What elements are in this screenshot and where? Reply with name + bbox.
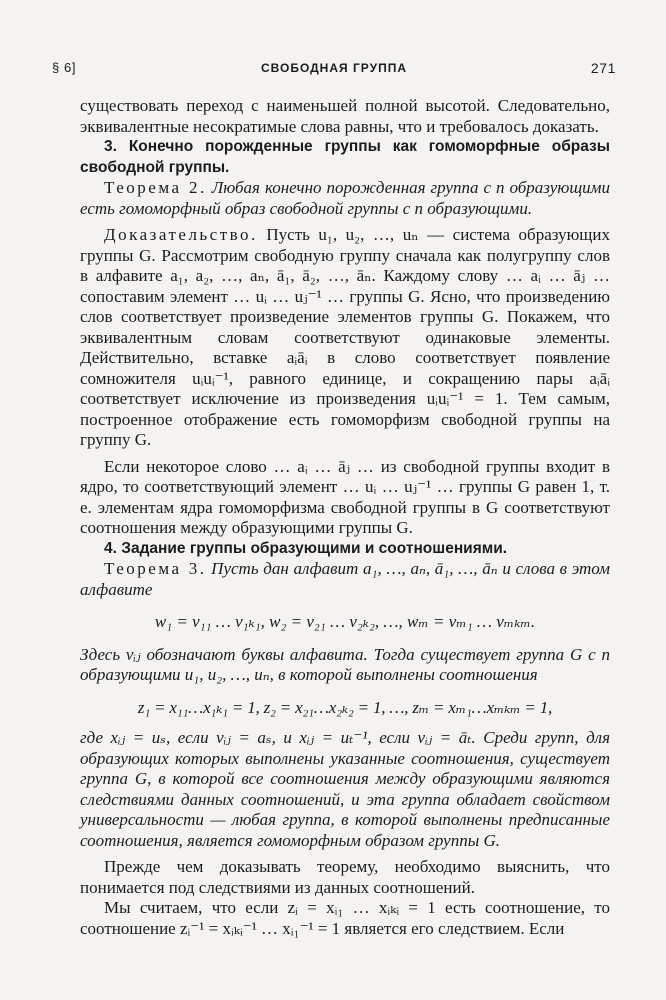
theorem-2-statement: Любая конечно порожденная группа с n образующими есть гомоморфный образ свободной группы с n образующими. <box>80 178 611 218</box>
theorem-3-statement: Пусть дан алфавит a₁, …, aₙ, ā₁, …, āₙ и слова в этом алфавите <box>80 559 610 599</box>
page-body <box>80 96 610 939</box>
running-header <box>52 58 616 80</box>
proof <box>80 225 610 451</box>
section-heading-3: 3. Конечно порожденные группы как гомоморфные образы свободной группы. <box>80 138 610 176</box>
proof-label: Доказательство. <box>104 225 258 244</box>
formula-relations: z₁ = x₁₁…x₁ₖ₁ = 1, z₂ = x₂₁…x₂ₖ₂ = 1, …, zₘ = xₘ₁…xₘₖₘ = 1, <box>137 697 553 717</box>
theorem-3 <box>80 559 610 600</box>
theorem-3-label: Теорема 3. <box>104 559 207 578</box>
paragraph-continuation: существовать переход с наименьшей полной высотой. Следовательно, эквивалентные несократимые слова равны, что и требовалось доказать. <box>80 96 610 136</box>
paragraph-kernel: Если некоторое слово … aᵢ … āⱼ … из свободной группы входит в ядро, то соответствующий элемент … uᵢ … uⱼ⁻¹ … группы G равен 1, т. е. элементам ядра гомоморфизма свободной группы в G соответствуют соотношения между образующими группы G. <box>80 456 610 537</box>
theorem-2-label: Теорема 2. <box>104 178 207 197</box>
section-heading-4: 4. Задание группы образующими и соотношениями. <box>104 539 508 557</box>
paragraph-where: где xᵢⱼ = uₛ, если vᵢⱼ = aₛ, и xᵢⱼ = uₜ⁻¹, если vᵢⱼ = āₜ. Среди групп, для образующих которых выполнены указанные соотношения, существует группа G, в которой все соотношения между образующими являются следствиями данных соотношений, и эта группа обладает свойством универсальности — любая группа, в которой выполнены предписанные соотношения, является гомоморфным образом группы G. <box>80 728 610 850</box>
theorem-2 <box>80 178 610 219</box>
page-number: 271 <box>590 60 616 76</box>
paragraph-before: Прежде чем доказывать теорему, необходимо выяснить, что понимается под следствиями из данных соотношений. <box>80 857 610 897</box>
section-ref: § 6] <box>52 60 77 75</box>
formula-words: w₁ = v₁₁ … v₁ₖ₁, w₂ = v₂₁ … v₂ₖ₂, …, wₘ = vₘ₁ … vₘₖₘ. <box>154 612 536 631</box>
proof-text: Пусть u₁, u₂, …, uₙ — система образующих группы G. Рассмотрим свободную группу сначала как полугруппу слов в алфавите a₁, a₂, …, aₙ, ā₁, ā₂, …, āₙ. Каждому слову … aᵢ … āⱼ … сопоставим элемент … uᵢ … uⱼ⁻¹ … группы G. Ясно, что произведению слов соответствует произведение элементов группы G. Покажем, что эквивалентным словам соответствуют одинаковые элементы. Действительно, вставке aᵢāᵢ в слово соответствует появление сомножителя uᵢuᵢ⁻¹, равного единице, и сокращению пары aᵢāᵢ соответствует исключение из произведения uᵢuᵢ⁻¹ = 1. Тем самым, построенное отображение есть гомоморфизм свободной группы на группу G. <box>80 225 610 449</box>
paragraph-here: Здесь vᵢⱼ обозначают буквы алфавита. Тогда существует группа G с n образующими u₁, u₂, …, uₙ, в которой выполнены соотношения <box>80 644 610 684</box>
paragraph-last: Мы считаем, что если zᵢ = xᵢ₁ … xᵢₖᵢ = 1 есть соотношение, то соотношение zᵢ⁻¹ = xᵢₖᵢ⁻¹ … xᵢ₁⁻¹ = 1 является его следствием. Если <box>80 898 610 938</box>
running-title: СВОБОДНАЯ ГРУППА <box>260 61 408 75</box>
